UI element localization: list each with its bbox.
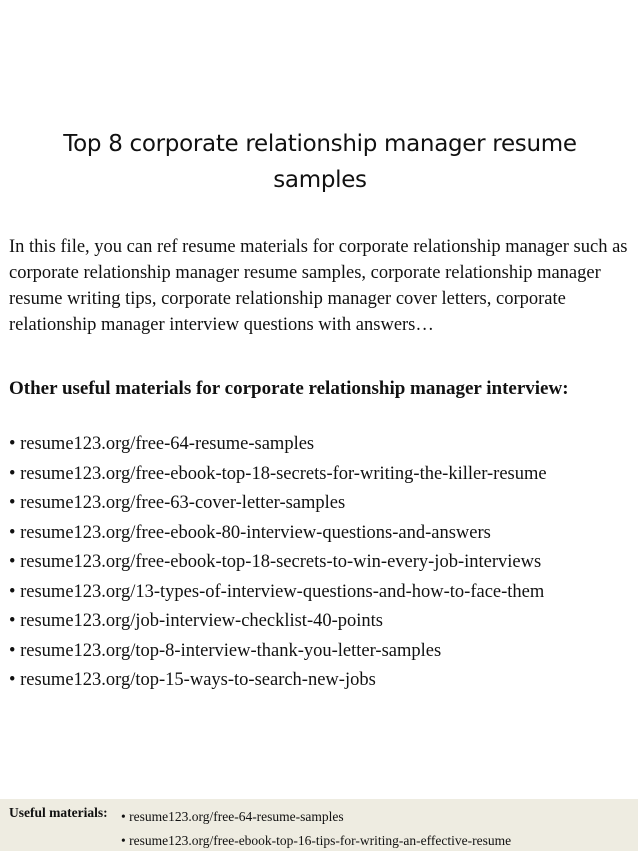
bullet-icon: • xyxy=(9,463,16,484)
list-item xyxy=(9,489,638,519)
bullet-icon: • xyxy=(9,581,16,602)
bullet-icon: • xyxy=(121,809,126,824)
footer-label: Useful materials: xyxy=(9,805,108,820)
other-materials-heading: Other useful materials for corporate relationship manager interview: xyxy=(9,378,569,399)
footer-link-list xyxy=(121,805,511,853)
list-item xyxy=(9,666,638,696)
list-item xyxy=(9,519,638,549)
list-item xyxy=(9,578,638,608)
materials-link-list xyxy=(9,430,638,696)
bullet-icon: • xyxy=(9,434,16,454)
list-item xyxy=(121,829,511,853)
bullet-icon: • xyxy=(9,522,16,543)
material-link[interactable]: resume123.org/13-types-of-interview-questions-and-how-to-face-them xyxy=(20,581,545,602)
material-link[interactable]: resume123.org/job-interview-checklist-40-points xyxy=(20,611,384,631)
list-item xyxy=(9,607,638,637)
material-link[interactable]: resume123.org/free-ebook-80-interview-questions-and-answers xyxy=(20,522,491,543)
bullet-icon: • xyxy=(9,670,16,690)
material-link[interactable]: resume123.org/free-ebook-top-18-secrets-for-writing-the-killer-resume xyxy=(20,463,547,484)
footer-link[interactable]: resume123.org/free-ebook-top-16-tips-for-writing-an-effective-resume xyxy=(129,833,512,848)
list-item xyxy=(9,637,638,667)
list-item xyxy=(9,430,638,460)
page-title: Top 8 corporate relationship manager resume samples xyxy=(63,131,577,193)
material-link[interactable]: resume123.org/free-64-resume-samples xyxy=(20,434,315,454)
bullet-icon: • xyxy=(121,833,126,848)
intro-paragraph: In this file, you can ref resume materials for corporate relationship manager such as corporate relationship manager resume samples, corporate relationship manager resume writing tips, corporate relationship manager cover letters, corporate relationship manager interview questions with answers… xyxy=(9,237,628,335)
list-item xyxy=(9,548,638,578)
material-link[interactable]: resume123.org/top-15-ways-to-search-new-jobs xyxy=(20,670,376,690)
bullet-icon: • xyxy=(9,640,16,661)
bullet-icon: • xyxy=(9,611,16,631)
material-link[interactable]: resume123.org/top-8-interview-thank-you-letter-samples xyxy=(20,640,442,661)
list-item xyxy=(121,805,511,829)
list-item xyxy=(9,460,638,490)
bullet-icon: • xyxy=(9,493,16,513)
material-link[interactable]: resume123.org/free-ebook-top-18-secrets-to-win-every-job-interviews xyxy=(20,552,542,572)
material-link[interactable]: resume123.org/free-63-cover-letter-samples xyxy=(20,493,346,513)
bullet-icon: • xyxy=(9,552,16,572)
footer-link[interactable]: resume123.org/free-64-resume-samples xyxy=(129,809,344,824)
footer-bar xyxy=(0,799,638,851)
